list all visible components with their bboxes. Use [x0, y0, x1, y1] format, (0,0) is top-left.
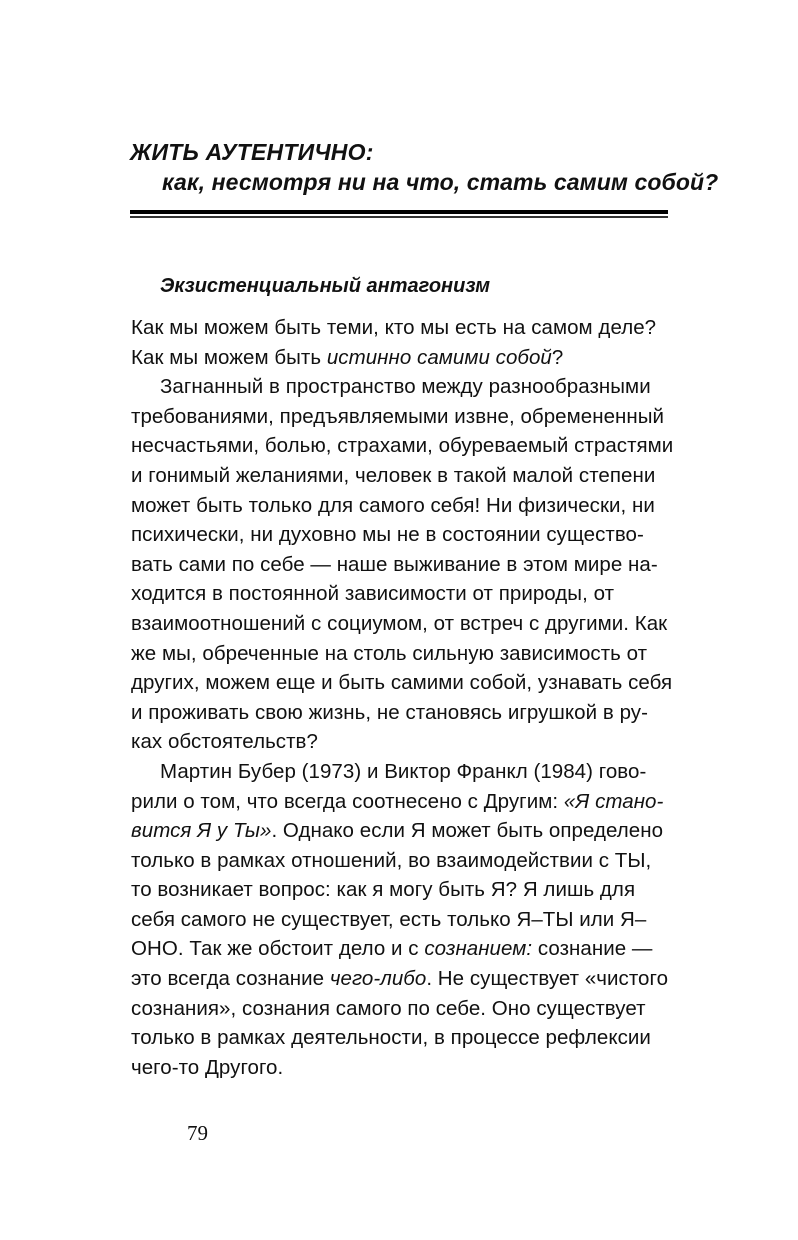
- text-line: [131, 343, 671, 373]
- text-line: [131, 668, 671, 698]
- header-rule-thick: [130, 210, 668, 214]
- text-span: то возникает вопрос: как я могу быть Я? Я лишь для: [131, 878, 636, 902]
- text-span: вать сами по себе — наше выживание в этом мире на-: [131, 552, 658, 576]
- text-line: [131, 609, 671, 639]
- text-span: Как мы можем быть: [131, 345, 327, 369]
- text-span: Мартин Бубер (1973) и Виктор Франкл (1984) гово-: [160, 759, 647, 783]
- text-line: [131, 1053, 671, 1083]
- text-line: [131, 491, 671, 521]
- text-span: . Не существует «чистого: [426, 967, 669, 991]
- text-span: это всегда сознание: [131, 967, 330, 991]
- chapter-title: ЖИТЬ АУТЕНТИЧНО:: [130, 139, 374, 165]
- italic-text: истинно самими собой: [326, 345, 552, 369]
- text-span: чего-то Другого.: [131, 1055, 284, 1079]
- text-span: только в рамках отношений, во взаимодействии с ТЫ,: [131, 848, 652, 872]
- text-line: [131, 1023, 671, 1053]
- text-span: себя самого не существует, есть только Я–ТЫ или Я–: [131, 907, 647, 931]
- text-line: [131, 727, 671, 757]
- text-line: [131, 402, 671, 432]
- text-span: взаимоотношений с социумом, от встреч с другими. Как: [131, 611, 668, 635]
- text-span: ходится в постоянной зависимости от природы, от: [131, 582, 615, 606]
- text-line: [131, 905, 671, 935]
- text-span: сознание —: [532, 937, 653, 961]
- text-span: Как мы можем быть теми, кто мы есть на самом деле?: [131, 316, 657, 339]
- text-line: [131, 372, 671, 402]
- text-span: Загнанный в пространство между разнообразными: [160, 375, 651, 399]
- text-line: [131, 431, 674, 461]
- page-number: 79: [187, 1121, 208, 1145]
- body-text: [131, 313, 674, 1082]
- text-line: [131, 816, 671, 846]
- text-line: [131, 461, 671, 491]
- text-line: [131, 520, 671, 550]
- text-line: [131, 964, 671, 994]
- text-line: [131, 846, 671, 876]
- text-span: ках обстоятельств?: [131, 730, 318, 754]
- italic-text: чего-либо: [329, 967, 427, 991]
- text-span: же мы, обреченные на столь сильную зависимость от: [131, 641, 648, 665]
- text-line: [131, 698, 671, 728]
- text-span: психически, ни духовно мы не в состоянии существо-: [131, 523, 644, 547]
- text-span: . Однако если Я может быть определено: [271, 819, 664, 843]
- text-span: может быть только для самого себя! Ни физически, ни: [131, 493, 655, 517]
- chapter-subtitle: как, несмотря ни на что, стать самим собой?: [162, 169, 719, 195]
- text-line: [131, 579, 671, 609]
- section-heading: Экзистенциальный антагонизм: [160, 275, 491, 297]
- text-line: [131, 875, 671, 905]
- text-span: других, можем еще и быть самими собой, узнавать себя: [131, 671, 673, 695]
- text-span: несчастьями, болью, страхами, обуреваемый страстями: [131, 434, 674, 458]
- text-span: требованиями, предъявляемыми извне, обремененный: [131, 404, 665, 428]
- text-line: [131, 994, 671, 1024]
- text-span: и проживать свою жизнь, не становясь игрушкой в ру-: [131, 700, 648, 724]
- text-line: [131, 934, 671, 964]
- text-span: только в рамках деятельности, в процессе рефлексии: [131, 1026, 651, 1050]
- text-line: [131, 787, 671, 817]
- italic-text: вится Я у Ты»: [131, 819, 272, 843]
- italic-text: «Я стано-: [563, 789, 664, 813]
- text-line: [131, 550, 671, 580]
- header-rule-thin: [130, 216, 668, 218]
- text-span: ?: [551, 345, 564, 369]
- text-line: [131, 757, 671, 787]
- text-span: рили о том, что всегда соотнесено с Другим:: [131, 789, 564, 813]
- text-span: сознания», сознания самого по себе. Оно существует: [131, 996, 646, 1020]
- italic-text: сознанием:: [424, 937, 533, 961]
- text-span: и гонимый желаниями, человек в такой малой степени: [131, 463, 656, 487]
- text-span: ОНО. Так же обстоит дело и с: [131, 937, 425, 961]
- text-line: [131, 639, 671, 669]
- text-line: [131, 313, 671, 343]
